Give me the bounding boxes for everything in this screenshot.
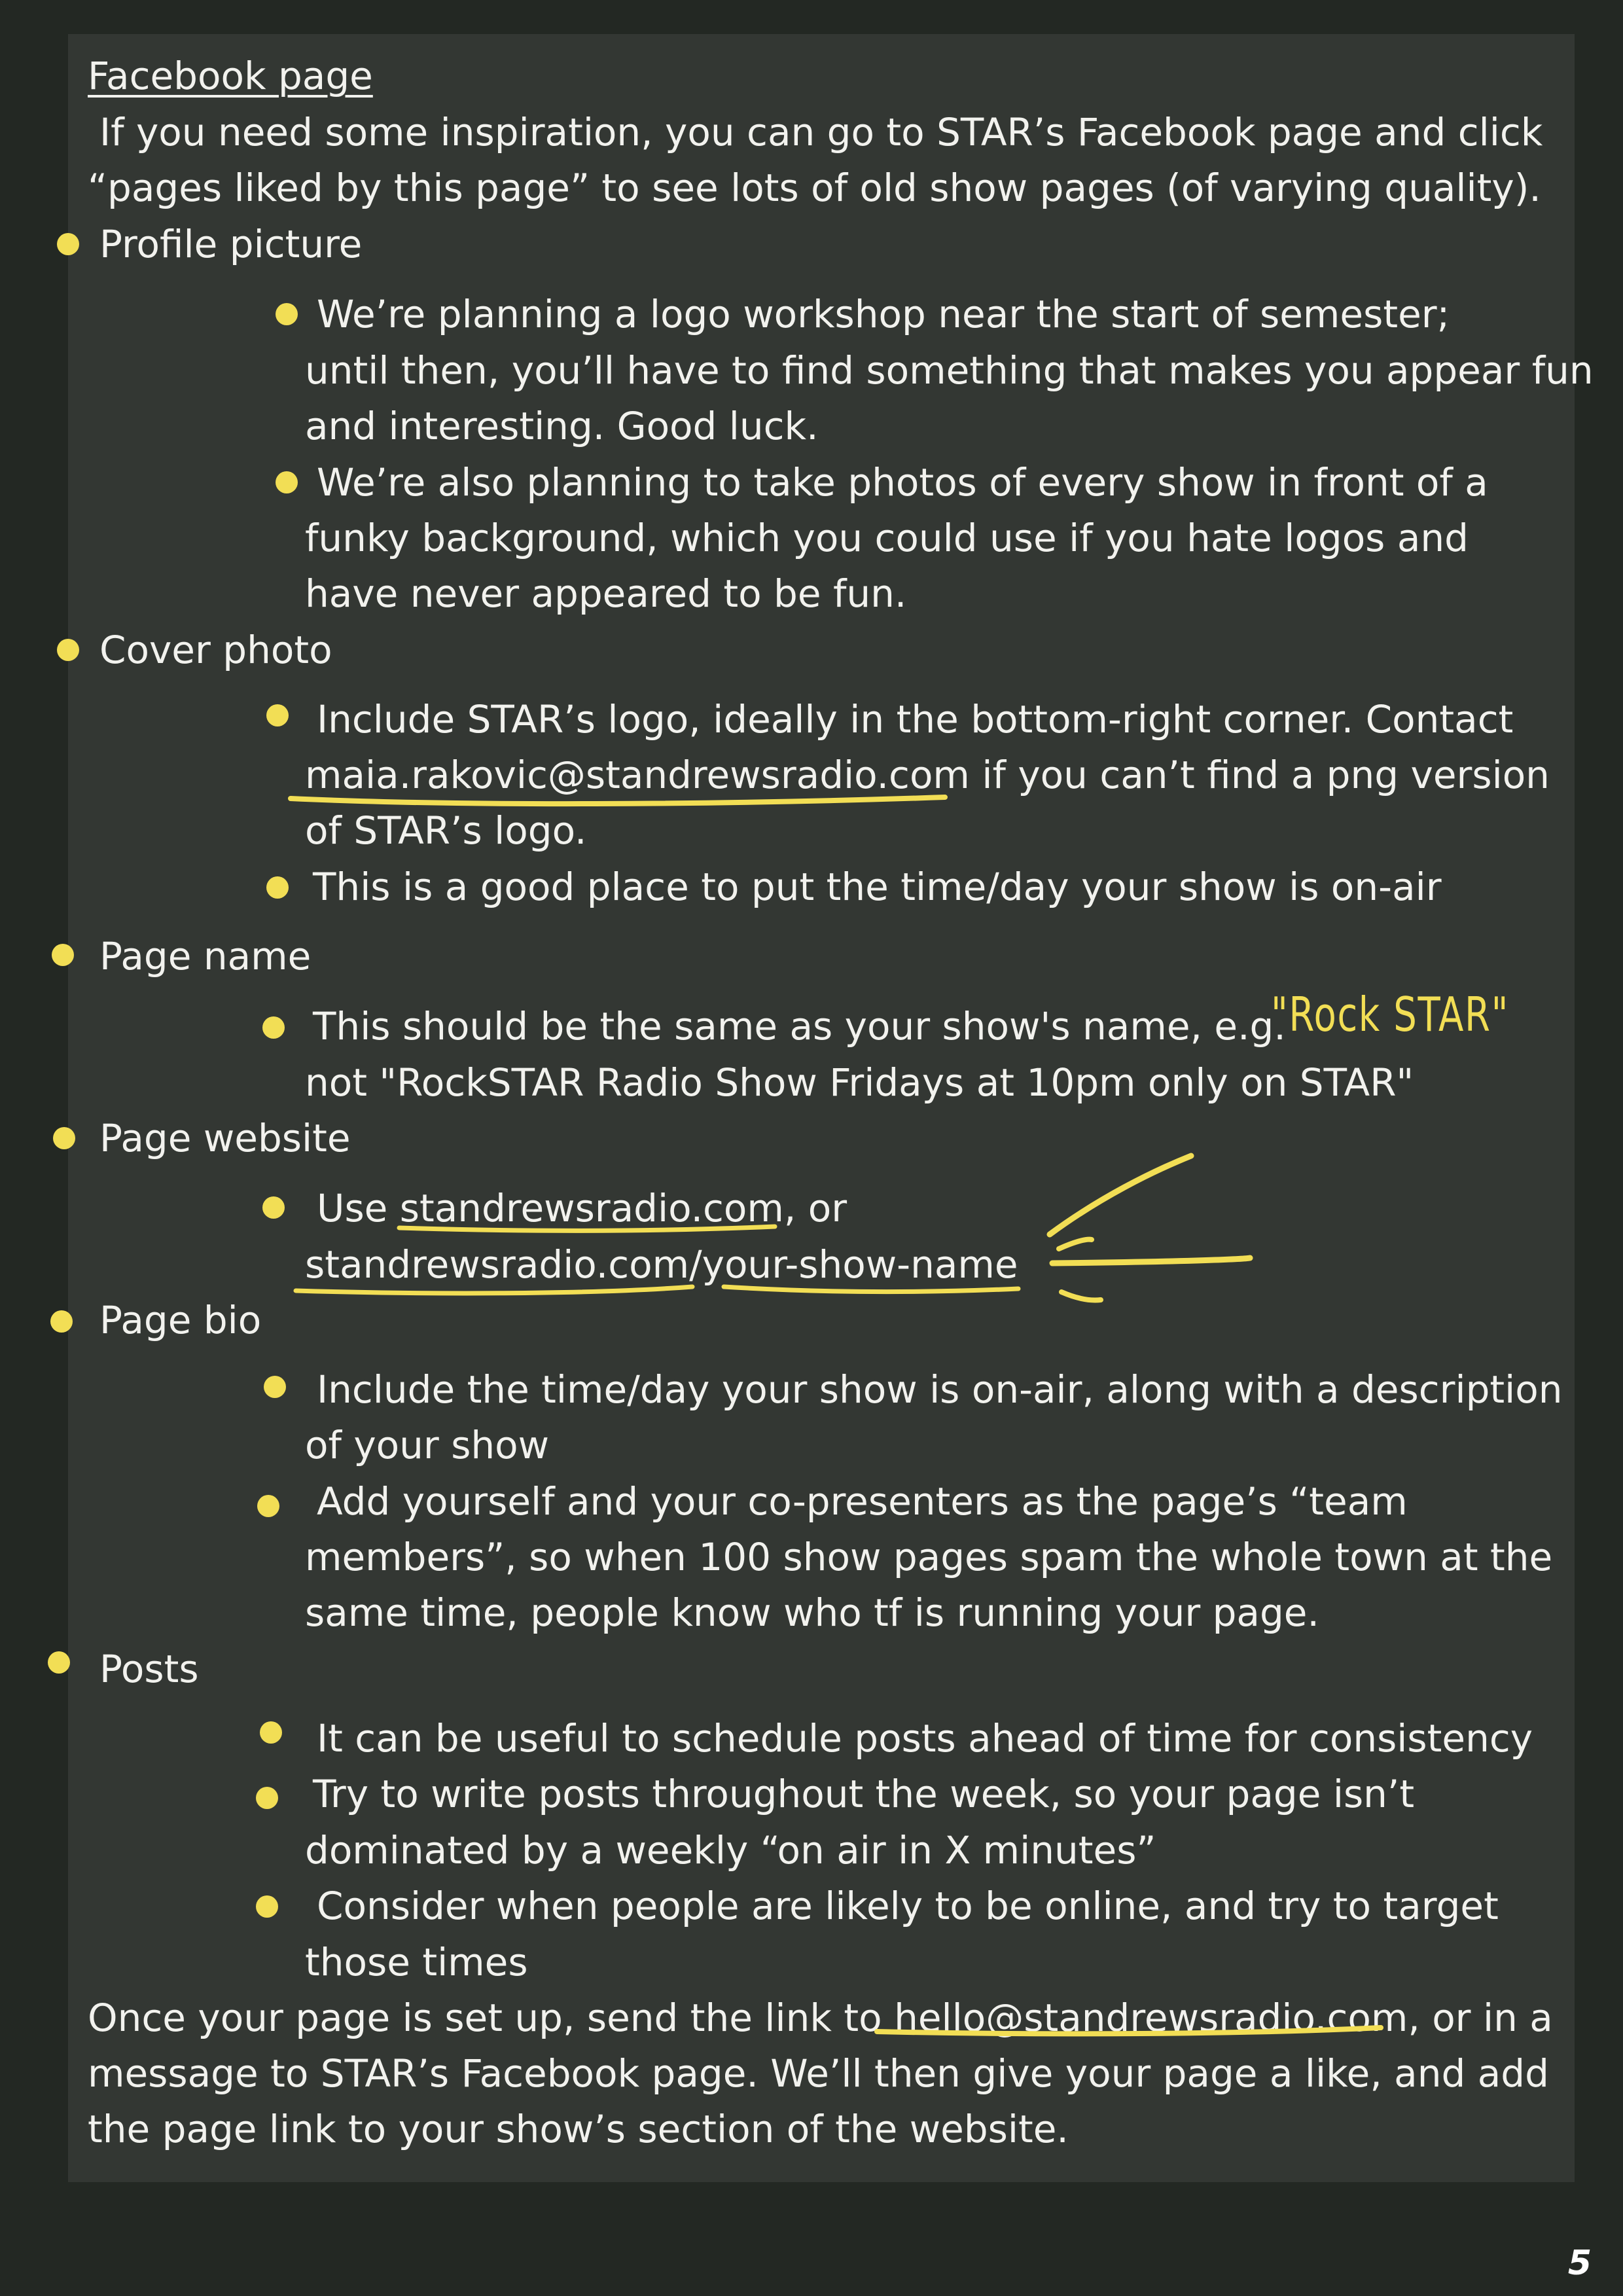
closing-line-1-pre: Once your page is set up, send the link to [88, 1996, 895, 2040]
posts-bullet-3-line-1: Consider when people are likely to be online, and try to target [317, 1884, 1499, 1928]
name-bullet-line-1: This should be the same as your show's name, e.g. [313, 1004, 1286, 1049]
intro-line-1: If you need some inspiration, you can go to STAR’s Facebook page and click [99, 110, 1543, 154]
bio-bullet-2-line-1: Add yourself and your co-presenters as the page’s “team [317, 1479, 1408, 1524]
email-link-maia[interactable]: maia.rakovic@standrewsradio.com [305, 753, 970, 797]
profile-bullet-2-line-2: funky background, which you could use if you hate logos and [305, 516, 1469, 560]
bio-bullet-2-line-2: members”, so when 100 show pages spam the whole town at the [305, 1535, 1553, 1579]
closing-line-1-post: , or in a [1408, 1996, 1553, 2040]
bullet-dot [57, 233, 79, 255]
bullet-dot [257, 1495, 279, 1517]
bullet-dot [48, 1651, 70, 1674]
website-bullet-pre: Use [317, 1186, 400, 1230]
website-bullet-line-1 [317, 1180, 847, 1236]
page-name-title: Page name [99, 934, 312, 978]
link-show-page[interactable]: standrewsradio.com/your-show-name [305, 1242, 1018, 1287]
posts-bullet-2-line-2: dominated by a weekly “on air in X minutes” [305, 1828, 1156, 1873]
profile-bullet-2-line-3: have never appeared to be fun. [305, 571, 907, 616]
cover-photo-title: Cover photo [99, 628, 332, 672]
intro-line-2: “pages liked by this page” to see lots of old show pages (of varying quality). [88, 166, 1541, 210]
bullet-dot [57, 639, 79, 661]
bullet-dot [260, 1721, 282, 1744]
name-bullet-line-2: not "RockSTAR Radio Show Fridays at 10pm only on STAR" [305, 1060, 1414, 1105]
bullet-dot [266, 876, 289, 899]
profile-bullet-2-line-1: We’re also planning to take photos of every show in front of a [317, 460, 1488, 505]
page-website-title: Page website [99, 1116, 351, 1160]
bullet-dot [256, 1895, 278, 1918]
bullet-dot [262, 1196, 285, 1219]
bio-bullet-2-line-3: same time, people know who tf is running your page. [305, 1590, 1319, 1635]
handwritten-example: "Rock STAR" [1271, 987, 1509, 1042]
cover-bullet-1-line-2-rest: if you can’t find a png version [969, 753, 1550, 797]
section-heading: Facebook page [88, 54, 373, 98]
cover-bullet-2: This is a good place to put the time/day your show is on-air [313, 865, 1442, 909]
link-standrewsradio[interactable]: standrewsradio.com [399, 1186, 784, 1230]
cover-bullet-1-line-1: Include STAR’s logo, ideally in the bottom-right corner. Contact [317, 697, 1514, 742]
bullet-dot [256, 1787, 278, 1809]
website-bullet-post: , or [783, 1186, 847, 1230]
email-link-hello[interactable]: hello@standrewsradio.com [894, 1996, 1408, 2040]
bullet-dot [276, 471, 298, 493]
profile-bullet-1-line-3: and interesting. Good luck. [305, 404, 819, 448]
posts-bullet-3-line-2: those times [305, 1940, 528, 1984]
closing-line-3: the page link to your show’s section of the website. [88, 2107, 1069, 2151]
bio-bullet-1-line-2: of your show [305, 1423, 550, 1467]
bullet-dot [50, 1310, 73, 1333]
bullet-dot [276, 303, 298, 325]
page-number: 5 [1567, 2244, 1592, 2283]
bullet-dot [266, 704, 289, 726]
cover-bullet-1-line-3: of STAR’s logo. [305, 808, 587, 853]
bio-bullet-1-line-1: Include the time/day your show is on-air, along with a description [317, 1367, 1563, 1412]
posts-title: Posts [99, 1647, 199, 1691]
page-bio-title: Page bio [99, 1298, 262, 1342]
bullet-dot [264, 1376, 286, 1398]
profile-picture-title: Profile picture [99, 222, 363, 266]
cover-bullet-1-line-2 [305, 747, 1550, 803]
profile-bullet-1-line-2: until then, you’ll have to find something that makes you appear fun [305, 348, 1594, 393]
bullet-dot [53, 1127, 75, 1149]
posts-bullet-2-line-1: Try to write posts throughout the week, so your page isn’t [313, 1772, 1415, 1816]
profile-bullet-1-line-1: We’re planning a logo workshop near the start of semester; [317, 292, 1450, 336]
bullet-dot [52, 944, 74, 966]
closing-line-2: message to STAR’s Facebook page. We’ll then give your page a like, and add [88, 2051, 1549, 2096]
bullet-dot [262, 1016, 285, 1039]
closing-line-1 [88, 1990, 1553, 2046]
posts-bullet-1: It can be useful to schedule posts ahead of time for consistency [317, 1716, 1533, 1761]
